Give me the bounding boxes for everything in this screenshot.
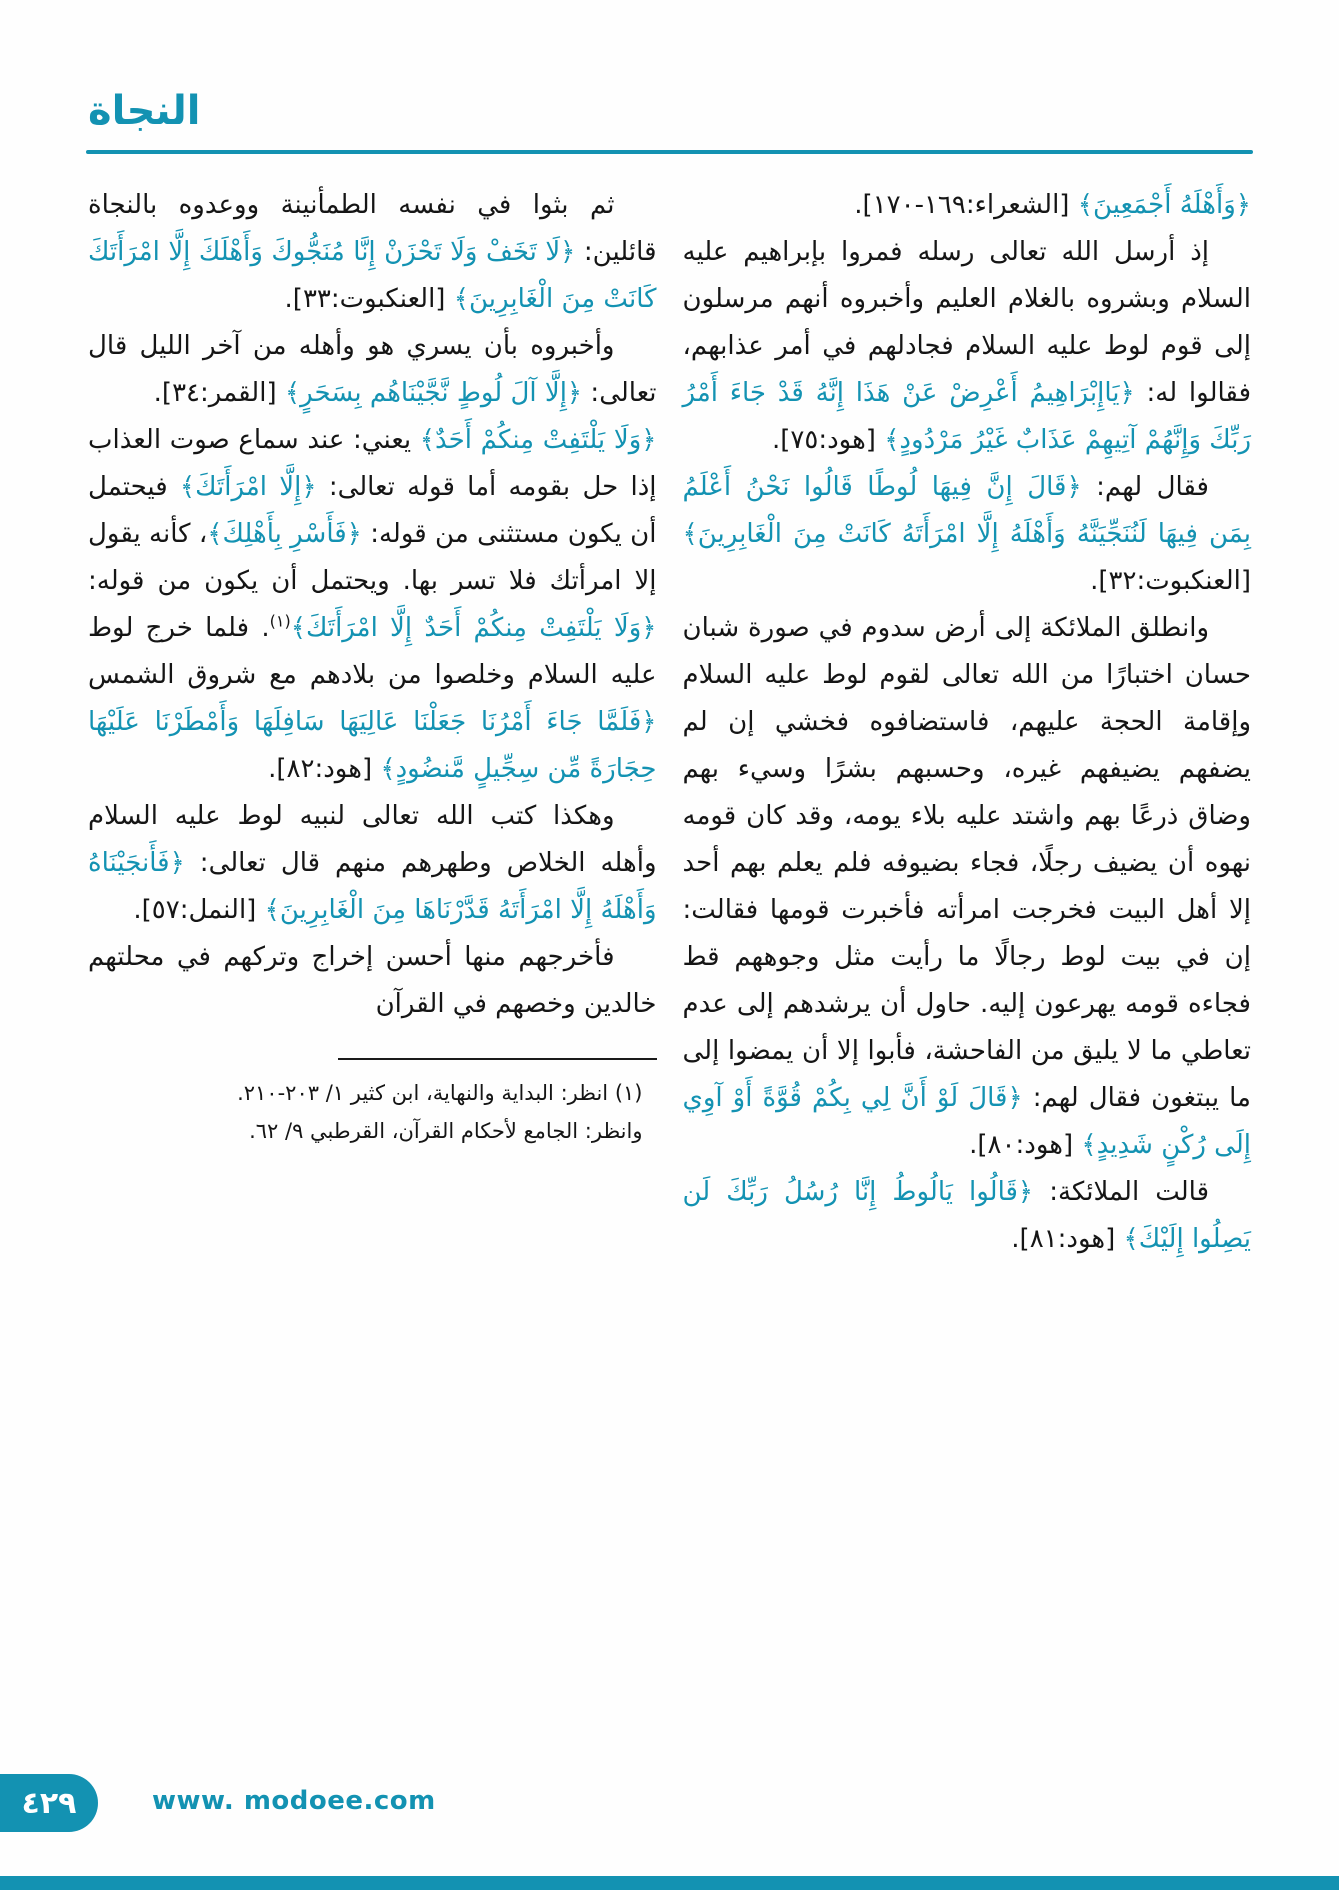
quran-verse: ﴿وَلَا يَلْتَفِتْ مِنكُمْ أَحَدٌ إِلَّا امْرَأَتَكَ﴾ [290,613,657,643]
paragraph [88,417,657,793]
footnote-separator [338,1058,656,1060]
quran-verse: ﴿لَا تَخَفْ وَلَا تَحْزَنْ إِنَّا مُنَجُّوكَ وَأَهْلَكَ إِلَّا امْرَأَتَكَ كَانَتْ مِنَ الْغَابِرِينَ﴾ [88,237,657,314]
paragraph [88,934,657,1028]
paragraph [683,605,1252,1169]
content-columns [88,182,1251,1263]
footnote [88,1112,657,1150]
footnote-text: انظر: البداية والنهاية، ابن كثير ١/ ٢٠٣-٢١٠. [237,1081,609,1105]
verse-reference: [النمل:٥٧]. [133,895,257,925]
paragraph [683,464,1252,605]
body-text: فأخرجهم منها أحسن إخراج وتركهم في محلتهم خالدين وخصهم في القرآن [88,942,657,1019]
body-text: وانطلق الملائكة إلى أرض سدوم في صورة شبان حسان اختبارًا من الله تعالى لقوم لوط عليه السلام وإقامة الحجة عليهم، فاستضافوه فخشي إن لم يضفهم يضيفهم غيره، وحسبهم بشرًا وسيء بهم وضاق ذرعًا بهم واشتد عليه بلاء يومه، وقد كان قومه نهوه أن يضيف رجلًا، فجاء بضيوفه فلم يعلم بهم أحد إلا أهل البيت فخرجت امرأته فأخبرت قومها فقالت: إن في بيت لوط رجالًا ما رأيت مثل وجوههم قط فجاءه قومه يهرعون إليه. حاول أن يرشدهم إلى عدم تعاطي ما لا يليق من الفاحشة، فأبوا إلا أن يمضوا إلى ما يبتغون فقال لهم: [682,613,1251,1113]
paragraph [88,182,657,323]
verse-reference: [العنكبوت:٣٣]. [284,284,446,314]
quran-verse: ﴿إِلَّا آلَ لُوطٍ نَّجَّيْنَاهُم بِسَحَرٍ﴾ [276,378,583,408]
header-rule [86,150,1253,154]
footnote [88,1074,657,1112]
body-text: . فلما خرج لوط عليه السلام وخلصوا من بلادهم مع شروق الشمس [88,613,657,690]
body-text: ، كأنه يقول إلا امرأتك فلا تسر بها. ويحتمل أن يكون من قوله: [88,519,657,596]
quran-verse: ﴿فَأَسْرِ بِأَهْلِكَ﴾ [207,519,362,549]
body-text: وأخبروه بأن يسري هو وأهله من آخر الليل قال تعالى: [88,331,657,408]
page-number-badge [0,1774,98,1832]
quran-verse: ﴿فَلَمَّا جَاءَ أَمْرُنَا جَعَلْنَا عَالِيَهَا سَافِلَهَا وَأَمْطَرْنَا عَلَيْهَا حِجَارَةً مِّن سِجِّيلٍ مَّنضُودٍ﴾ [88,707,657,784]
paragraph [88,793,657,934]
verse-reference: [الشعراء:١٦٩-١٧٠]. [854,190,1070,220]
footnote-text: وانظر: الجامع لأحكام القرآن، القرطبي ٩/ ٦٢. [249,1119,643,1143]
paragraph [683,182,1252,229]
body-text: ثم بثوا في نفسه الطمأنينة ووعدوه بالنجاة قائلين: [88,190,657,267]
body-text: قالت الملائكة: [1033,1177,1210,1207]
verse-reference: [هود:٧٥]. [771,425,876,455]
verse-reference: [هود:٨٠]. [969,1130,1074,1160]
paragraph [683,1169,1252,1263]
quran-verse: ﴿فَأَنجَيْنَاهُ وَأَهْلَهُ إِلَّا امْرَأَتَهُ قَدَّرْنَاهَا مِنَ الْغَابِرِينَ﴾ [88,848,657,925]
bottom-strip [0,1876,1339,1890]
verse-reference: [هود:٨١]. [1011,1224,1116,1254]
body-text: إذ أرسل الله تعالى رسله فمروا بإبراهيم عليه السلام وبشروه بالغلام العليم وأخبروه أنهم مرسلون إلى قوم لوط عليه السلام فجادلهم في أمر عذابهم، فقالوا له: [682,237,1252,408]
column-left [88,182,657,1150]
quran-verse: ﴿قَالُوا يَالُوطُ إِنَّا رُسُلُ رَبِّكَ لَن يَصِلُوا إِلَيْكَ﴾ [682,1177,1251,1254]
footnote-marker: (١) [608,1081,643,1105]
quran-verse: ﴿وَأَهْلَهُ أَجْمَعِينَ﴾ [1069,190,1251,220]
quran-verse: ﴿قَالَ لَوْ أَنَّ لِي بِكُمْ قُوَّةً أَوْ آوِي إِلَى رُكْنٍ شَدِيدٍ﴾ [682,1083,1251,1160]
body-text: وهكذا كتب الله تعالى لنبيه لوط عليه السلام وأهله الخلاص وطهرهم منهم قال تعالى: [88,801,657,878]
quran-verse: ﴿يَاإِبْرَاهِيمُ أَعْرِضْ عَنْ هَذَا إِنَّهُ قَدْ جَاءَ أَمْرُ رَبِّكَ وَإِنَّهُمْ آتِيهِمْ عَذَابٌ غَيْرُ مَرْدُودٍ﴾ [682,378,1251,455]
footnotes-section [88,1058,657,1150]
body-text: فيحتمل أن يكون مستثنى من قوله: [88,472,657,549]
quran-verse: ﴿إِلَّا امْرَأَتَكَ﴾ [167,472,317,502]
column-left-paragraphs [88,182,657,1028]
paragraph [88,323,657,417]
footnote-ref-marker: (١) [269,611,291,631]
quran-verse: ﴿قَالَ إِنَّ فِيهَا لُوطًا قَالُوا نَحْنُ أَعْلَمُ بِمَن فِيهَا لَنُنَجِّيَنَّهُ وَأَهْلَهُ إِلَّا امْرَأَتَهُ كَانَتْ مِنَ الْغَابِرِينَ﴾ [682,472,1251,549]
footnotes-list [88,1074,657,1150]
body-text: يعني: عند سماع صوت العذاب إذا حل بقومه أما قوله تعالى: [88,425,657,502]
paragraph [683,229,1252,464]
page-header-title: النجاة [88,88,201,134]
verse-reference: [القمر:٣٤]. [153,378,277,408]
verse-reference: [العنكبوت:٣٢]. [1090,566,1251,596]
body-text: فقال لهم: [1081,472,1209,502]
column-right [683,182,1252,1263]
website-text: www. modoee.com [152,1786,436,1816]
quran-verse: ﴿وَلَا يَلْتَفِتْ مِنكُمْ أَحَدٌ﴾ [411,425,657,455]
page-number: ٤٢٩ [21,1785,77,1821]
verse-reference: [هود:٨٢]. [268,754,373,784]
